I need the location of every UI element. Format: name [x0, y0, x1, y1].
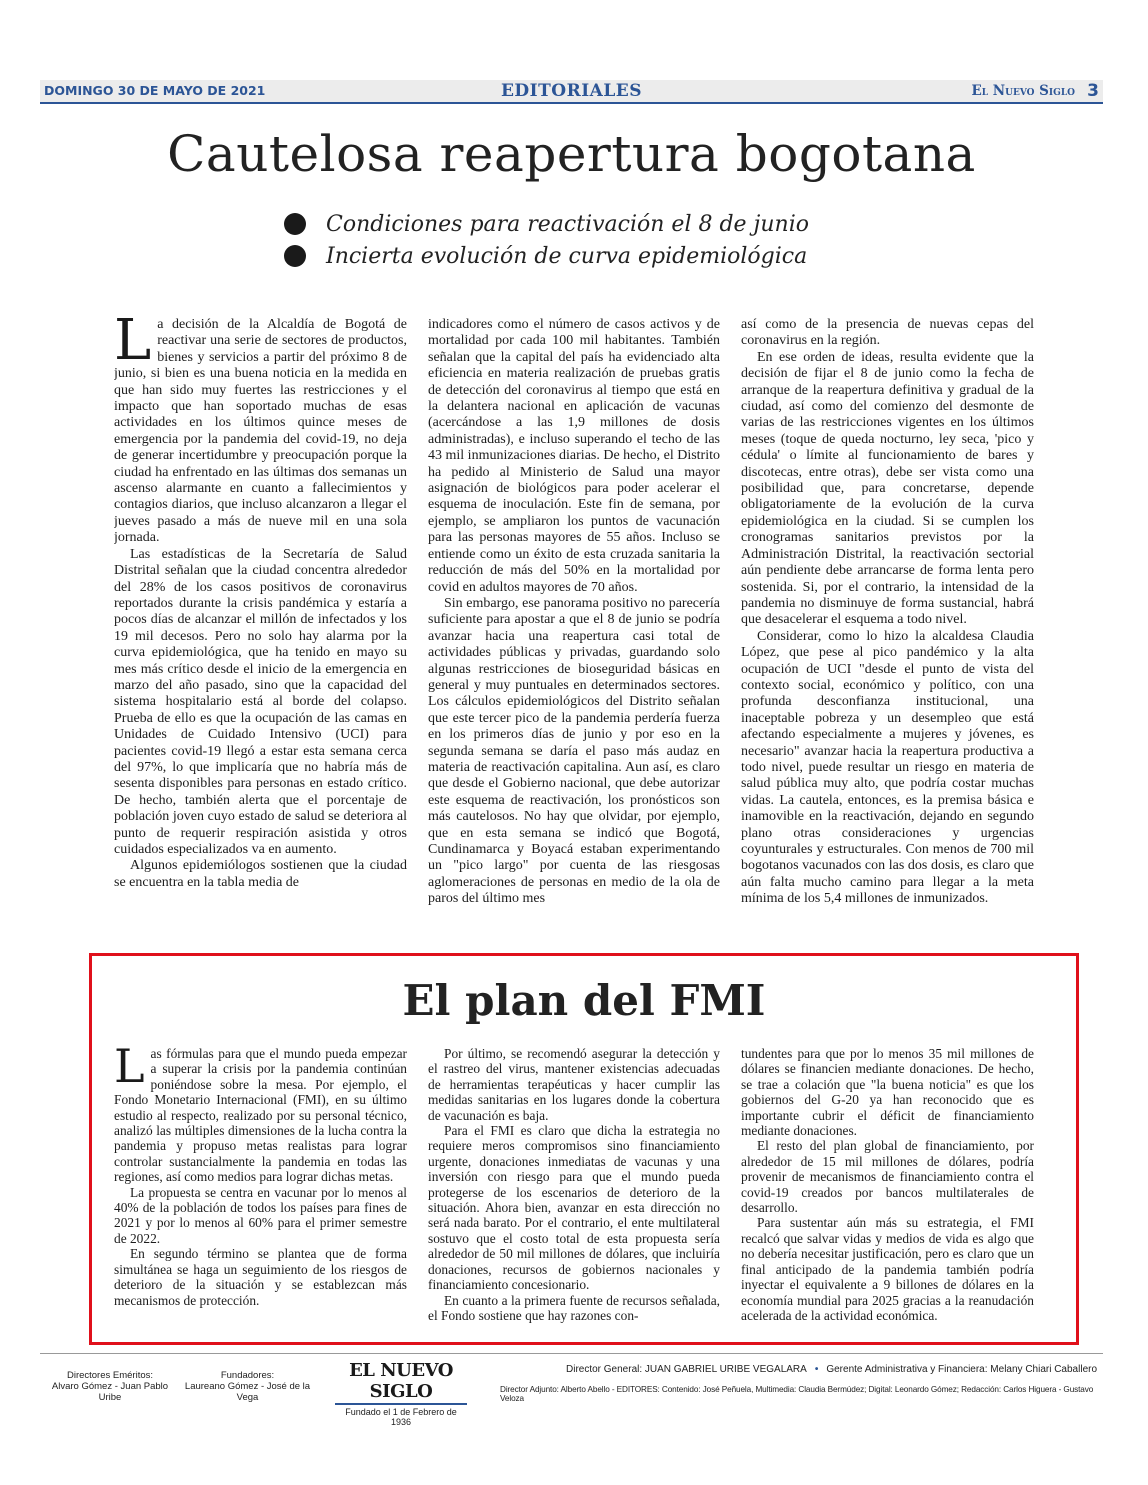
paragraph: as fórmulas para que el mundo pueda empezar a superar la crisis por la pandemia continúan poniéndose sobre la mesa. Por ejemplo, el Fondo Monetario Internacional (FMI), en su último estudio al respecto, realizado por su personal técnico, analizó las múltiples dimensiones de la lucha contra la pandemia y propuso metas realistas para lograr controlar sustancialmente la pandemia en todas las regiones, así como medios para lograr dichas metas.: [114, 1046, 407, 1185]
paragraph: indicadores como el número de casos activos y de mortalidad por cada 100 mil habitantes. También señalan que la capital del país ha evidenciado alta eficiencia en materia realización de pruebas gratis de detección del coronavirus al tiempo que está en la delantera nacional en aplicación de vacunas (acercándose a las 1,9 millones de dosis administradas), e incluso superando el techo de las 43 mil inmunizaciones diarias. De hecho, el Distrito ha pedido al Ministerio de Salud una mayor asignación de biológicos para poder acelerar el esquema de inoculación. Este fin de semana, por ejemplo, se ampliaron los puntos de vacunación para las personas mayores de 55 años. Incluso se entiende como un éxito de esta cruzada sanitaria la reducción de más del 50% en la mortalidad por covid en adultos mayores de 70 años.: [428, 317, 720, 595]
paragraph: La propuesta se centra en vacunar por lo menos al 40% de la población de todos los países para fines de 2021 y por lo menos al 60% para el primer semestre de 2022.: [114, 1184, 407, 1246]
footer-logo: [335, 1360, 467, 1427]
paragraph: Para sustentar aún más su estrategia, el FMI recalcó que salvar vidas y medios de vida es algo que no debería necesitar justificación, pero es claro que un final anticipado de la pandemia también podría inyectar el equivalente a 9 billones de dólares en la economía mundial para 2025 gracias a la reanudación acelerada de la actividad económica.: [741, 1215, 1034, 1323]
founded-date: Fundado el 1 de Febrero de 1936: [345, 1407, 457, 1427]
paragraph: tundentes para que por lo menos 35 mil millones de dólares se financien mediante donaciones. De hecho, se trae a colación que "la buena noticia" es que los gobiernos del G-20 ya han reconocido que es importante cubrir el déficit de financiamiento mediante donaciones.: [741, 1046, 1034, 1139]
founders-label: Fundadores:: [220, 1370, 275, 1381]
subhead-item: [284, 208, 809, 240]
founders-names: Laureano Gómez - José de la Vega: [184, 1381, 311, 1403]
management-line: [500, 1364, 1103, 1375]
editorial-column-1: [114, 317, 407, 948]
editorial-column-2: [428, 317, 720, 948]
editorial-subheads: [284, 208, 809, 272]
issue-date: DOMINGO 30 DE MAYO DE 2021: [44, 83, 266, 98]
editors-line: Director Adjunto: Alberto Abello - EDITORES: Contenido: José Peñuela, Multimedia: Claudia Bermúdez; Digital: Leonardo Gómez; Redacción: Carlos Higuera - Gustavo Veloza: [500, 1385, 1094, 1403]
paragraph: Considerar, como lo hizo la alcaldesa Claudia López, que pese al pico pandémico y la alta ocupación de UCI "desde el punto de vista del contexto social, económico y político, con una profunda desconfianza institucional, una inaceptable pobreza y un desempleo que está afectando especialmente a mujeres y jóvenes, es necesario" avanzar hacia la reapertura productiva a todo nivel, puede resultar un riesgo en materia de salud pública muy alto, que podría costar muchas vidas. La cautela, entonces, es la premisa básica e inamovible en la reactivación, dejando en segundo plano otras consideraciones y urgencias coyunturales y estructurales. Con menos de 700 mil bogotanos vacunados con las dos dosis, es claro que aún falta mucho camino para llegar a la meta mínima de los 5,4 millones de inmunizados.: [741, 628, 1034, 907]
drop-cap: L: [114, 1046, 145, 1093]
box-column-2: [428, 1046, 720, 1336]
box-column-1: [114, 1046, 407, 1336]
bullet-icon: [284, 213, 306, 235]
founders: [180, 1370, 315, 1403]
box-headline: El plan del FMI: [402, 976, 766, 1025]
paragraph: En segundo término se plantea que de forma simultánea se haga un seguimiento de los riesgos de deterioro de la situación y se establezcan más mecanismos de protección.: [114, 1246, 407, 1308]
page-header: [40, 80, 1103, 104]
bullet-icon: [284, 245, 306, 267]
paragraph: Por último, se recomendó asegurar la detección y el rastreo del virus, mantener existencias adecuadas de herramientas terapéuticas y hacer cumplir las medidas sanitarias en los lugares donde la cobertura de vacunación es baja.: [428, 1046, 720, 1123]
paragraph: El resto del plan global de financiamiento, por alrededor de 15 mil millones de dólares, podría provenir de mecanismos de financiamiento contra el covid-19 creados por bancos multilaterales de desarrollo.: [741, 1138, 1034, 1216]
emeritus-label: Directores Eméritos:: [66, 1370, 154, 1381]
subhead-text: Condiciones para reactivación el 8 de junio: [326, 211, 810, 237]
staff-credits: [500, 1364, 1103, 1403]
editorial-headline: Cautelosa reapertura bogotana: [167, 125, 976, 183]
director-general: Director General: JUAN GABRIEL URIBE VEGALARA: [566, 1364, 807, 1375]
separator-dot-icon: •: [814, 1364, 819, 1375]
editorial-column-3: [741, 317, 1034, 948]
subhead-text: Incierta evolución de curva epidemiológica: [326, 243, 808, 269]
page-number: 3: [1087, 81, 1099, 101]
paragraph: Algunos epidemiólogos sostienen que la ciudad se encuentra en la tabla media de: [114, 858, 407, 890]
paper-name: El Nuevo Siglo: [971, 83, 1075, 99]
emeritus-names: Alvaro Gómez - Juan Pablo Uribe: [51, 1381, 169, 1403]
section-title: EDITORIALES: [500, 81, 643, 101]
emeritus-directors: [40, 1370, 180, 1403]
paragraph: En ese orden de ideas, resulta evidente que la decisión de fijar el 8 de junio como la fecha de arranque de la reapertura definitiva y gradual de la ciudad, así como del comienzo del desmonte de varias de las restricciones vigentes en los últimos meses (toque de queda nocturno, ley seca, 'pico y cédula' o límite al funcionamiento de bares y discotecas, entre otras), debe ser vista como una posibilidad que, para concretarse, depende obligatoriamente de la evolución de la curva epidemiológica en la ciudad. Si se cumplen los cronogramas sanitarios previstos por la Administración Distrital, la reactivación sectorial aún pendiente debe arrancarse de forma lenta pero sostenida. Si, por el contrario, la intensidad de la pandemia no disminuye de forma sustancial, habrá que desacelerar el esquema a todo nivel.: [741, 349, 1034, 628]
paragraph: así como de la presencia de nuevas cepas del coronavirus en la región.: [741, 317, 1034, 349]
subhead-item: [284, 240, 809, 272]
logo-underline: [335, 1403, 467, 1405]
paragraph: Sin embargo, ese panorama positivo no parecería suficiente para apostar a que el 8 de junio se podría avanzar hacia una reapertura casi total de actividades públicas y privadas, guardando solo algunas restricciones de bioseguridad básicas en general y muy puntuales en determinados sectores. Los cálculos epidemiológicos del Distrito señalan que este tercer pico de la pandemia perdería fuerza en los primeros días de junio y por eso en la segunda semana se daría el paso más audaz en materia de reactivación capitalina. Aun así, es claro que desde el Gobierno nacional, que debe autorizar este esquema de reactivación, los pronósticos son más cautelosos. No hay que olvidar, por ejemplo, que en esta semana se indicó que Bogotá, Cundinamarca y Boyacá estaban experimentando un "pico largo" por cuenta de las riesgosas aglomeraciones de personas en medio de la ola de paros del último mes: [428, 595, 720, 907]
financial-manager: Gerente Administrativa y Financiera: Melany Chiari Caballero: [826, 1364, 1098, 1375]
drop-cap: L: [114, 317, 152, 373]
paragraph: Para el FMI es claro que dicha la estrategia no requiere meros compromisos sino financiamiento urgente, donaciones inmediatas de vacunas y una inversión con riesgo para que el mundo pueda protegerse de los escenarios de deterioro de la situación. Ahora bien, avanzar en esta dirección no será nada barato. Por el contrario, el ente multilateral sostuvo que el costo total de esta propuesta sería alrededor de 50 mil millones de dólares, que incluiría donaciones, recursos de gobiernos nacionales y financiamiento concesionario.: [428, 1123, 720, 1293]
paragraph: a decisión de la Alcaldía de Bogotá de reactivar una serie de sectores de productos, bienes y servicios a partir del próximo 8 de junio, si bien es una buena noticia en la medida en que han sido muy fuertes las restricciones y el impacto que han soportado muchas de esas actividades en los últimos quince meses de emergencia por la pandemia del covid-19, no deja de generar incertidumbre y preocupación porque la ciudad ha enfrentado en las últimas dos semanas un ascenso alarmante en cuanto a fallecimientos y contagios diarios, que incluso alcanzaron a llegar el jueves pasado a más de nueve mil en una sola jornada.: [114, 317, 407, 546]
paragraph: Las estadísticas de la Secretaría de Salud Distrital señalan que la ciudad concentra alrededor del 28% de los casos positivos de coronavirus reportados durante la crisis pandémica y estaría a pocos días de alcanzar el millón de infectados y los 19 mil decesos. Pero no solo hay alarma por la curva epidemiológica, que ha tenido en mayo su mes más crítico desde el inicio de la emergencia en marzo del año pasado, sino que la capacidad del sistema hospitalario está al borde del colapso. Prueba de ello es que la ocupación de las camas en Unidades de Cuidado Intensivo (UCI) para pacientes covid-19 llegó a estar esta semana cerca del 97%, lo que implicaría que no habría más de sesenta disponibles para personas en estado crítico. De hecho, también alerta que el porcentaje de población joven cuyo estado de salud se deteriora al punto de requerir respiración asistida y otros cuidados especializados va en aumento.: [114, 546, 407, 857]
paragraph: En cuanto a la primera fuente de recursos señalada, el Fondo sostiene que hay razones con-: [428, 1292, 720, 1323]
box-column-3: [741, 1046, 1034, 1336]
logo-text: EL NUEVO SIGLO: [349, 1360, 453, 1402]
footer-divider: [40, 1353, 1103, 1354]
